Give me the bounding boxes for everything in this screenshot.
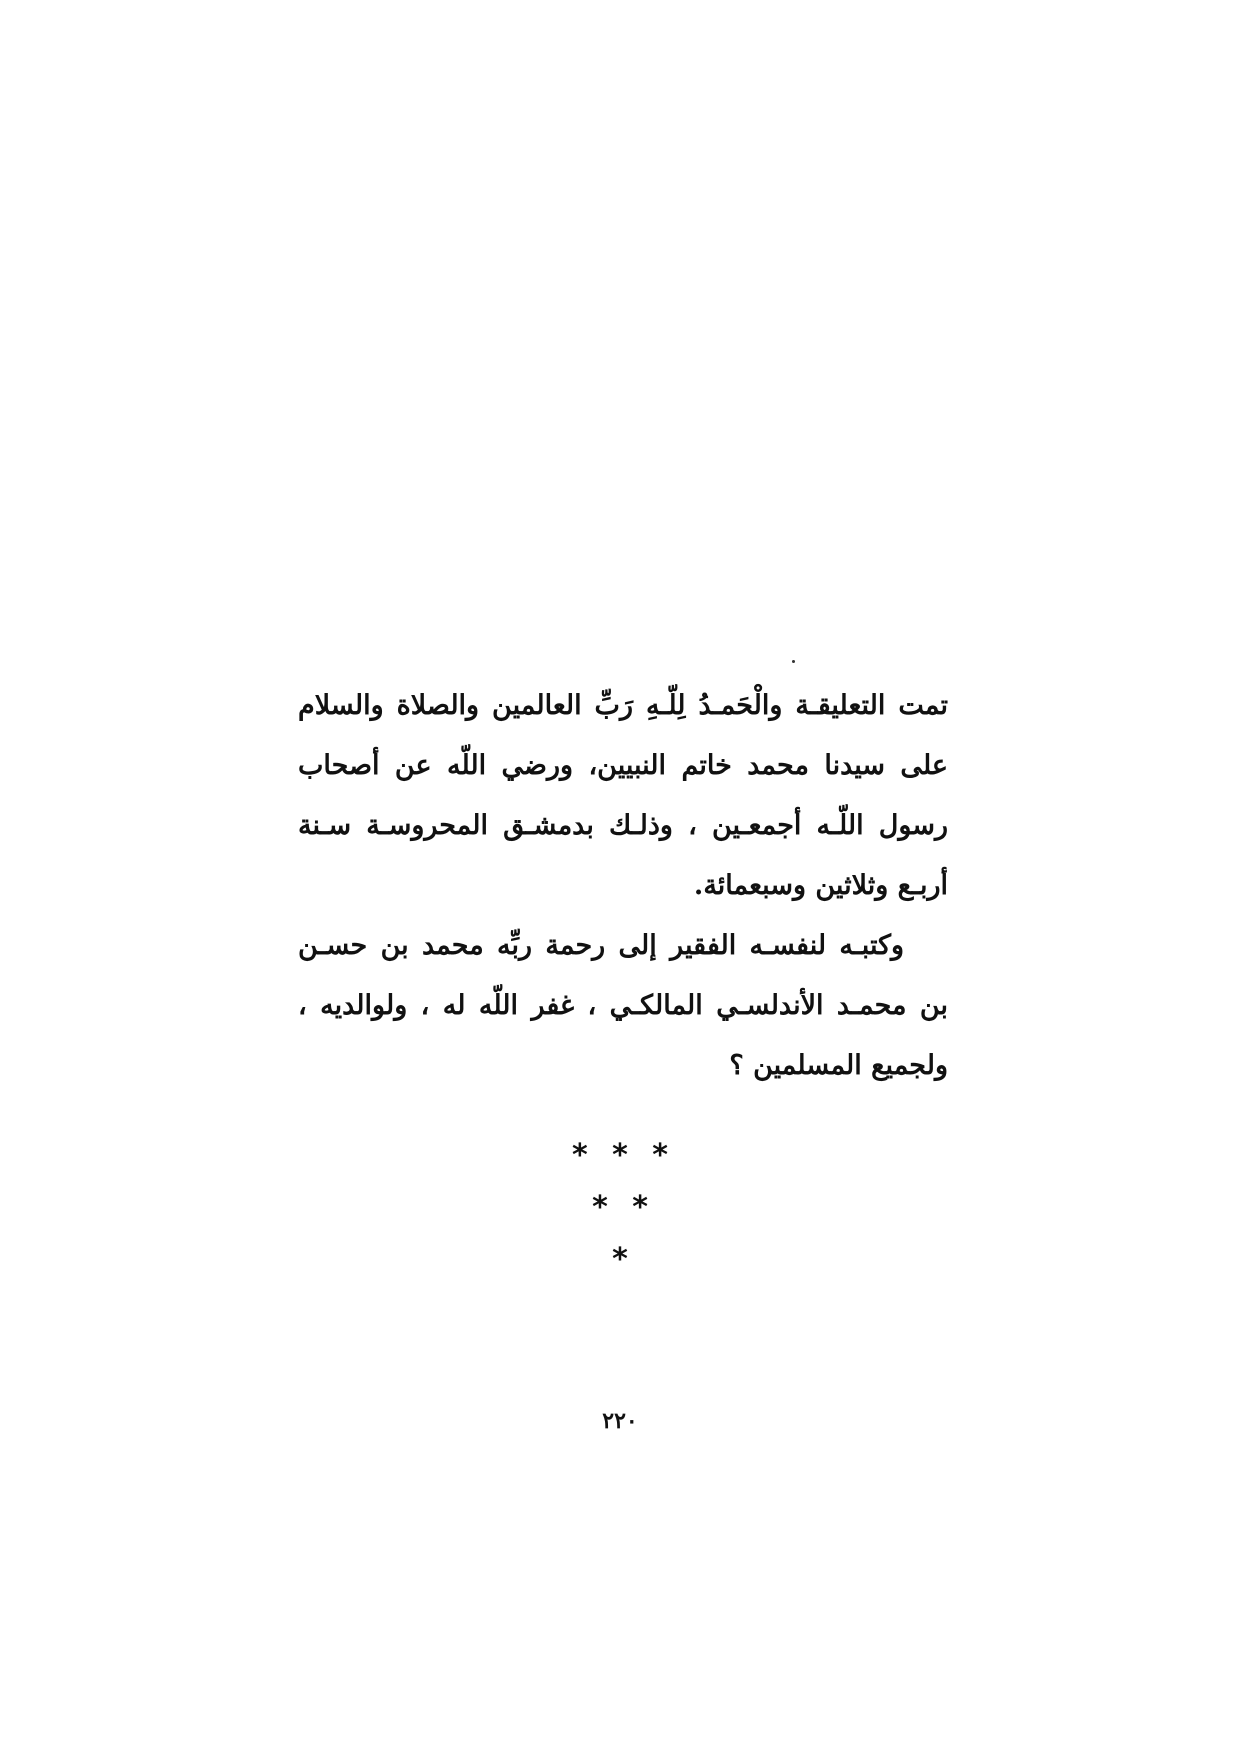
page-number: ٢٢٠ [602, 1408, 638, 1434]
colophon-paragraph-1: تمت التعليقـة والْحَمـدُ لِلّـهِ رَبِّ العالمين والصلاة والسلام على سيدنا محمد خاتم النبيين، ورضي اللّه عن أصحاب رسول اللّـه أجمعـين ، وذلـك بدمشـق المحروسـة سـنة أربـع وثلاثين وسبعمائة. [298, 690, 948, 901]
ornament-row-3: * [612, 1242, 628, 1277]
ornament-row-2: * * [592, 1190, 648, 1225]
ornament-row-1: * * * [572, 1138, 668, 1173]
colophon-text [298, 676, 948, 1096]
asterisk-ornament [520, 1130, 720, 1286]
colophon-paragraph-2: وكتبـه لنفسـه الفقير إلى رحمة ربِّه محمد بن حسـن بن محمـد الأندلسـي المالكـي ، غفر اللّه له ، ولوالديه ، ولجميع المسلمين ؟ [298, 930, 948, 1081]
ink-speck [792, 660, 795, 663]
